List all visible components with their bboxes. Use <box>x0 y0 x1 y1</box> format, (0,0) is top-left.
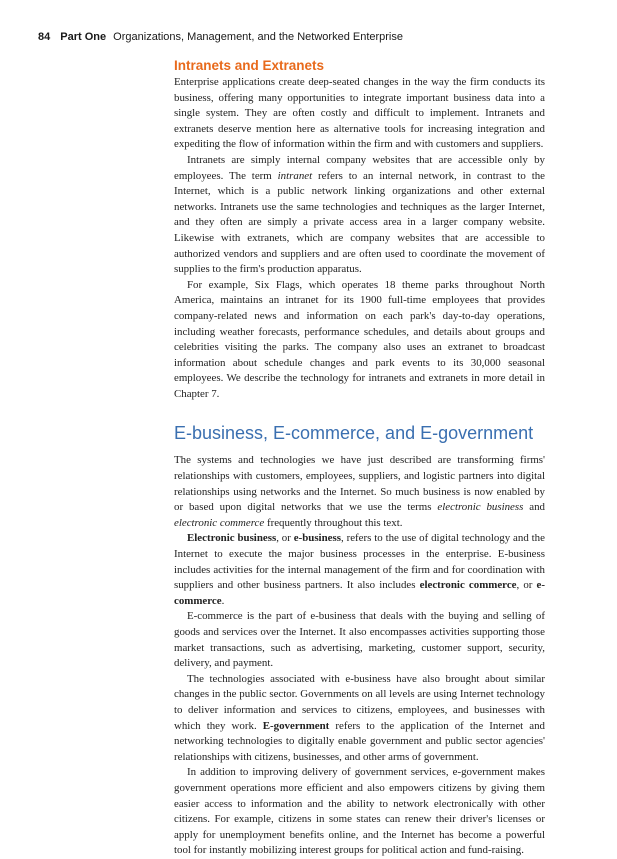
paragraph: Electronic business, or e-business, refers to the use of digital technology and the Internet to execute the major business processes in the enterprise. E-business includes activities for the internal management of the firm and for coordination with suppliers and other business partners. It also includes electronic commerce, or e-commerce. <box>174 532 545 607</box>
term-electronic-commerce: electronic commerce <box>174 516 265 529</box>
term-e-government: E-government <box>262 719 330 732</box>
term-e-business: e-business <box>293 532 341 545</box>
part-title: Organizations, Management, and the Networked Enterprise <box>113 31 403 43</box>
term-electronic-commerce-bold: electronic commerce <box>419 579 517 592</box>
paragraph: Enterprise applications create deep-seated changes in the way the firm conducts its business, offering many opportunities to integrate important business data into a single system. They are often costly and difficult to implement. Intranets and extranets deserve mention here as alternative tools for increasing integration and expediting the flow of information within the firm and with customers and suppliers. <box>174 76 545 151</box>
paragraph: E-commerce is the part of e-business that deals with the buying and selling of goods and services over the Internet. It also encompasses activities supporting those market transactions, such as advertising, marketing, customer support, security, delivery, and payment. <box>174 610 545 670</box>
term-electronic-business: electronic business <box>437 501 524 514</box>
paragraph: The systems and technologies we have just described are transforming firms' relationships with customers, employees, suppliers, and logistic partners into digital relationships using networks and the Internet. So much business is now enabled by or based upon digital networks that we use the terms electronic business and electronic commerce frequently throughout this text. <box>174 454 545 529</box>
page-number: 84 <box>38 31 51 43</box>
term-intranet: intranet <box>277 169 313 182</box>
paragraph: For example, Six Flags, which operates 18 theme parks throughout North America, maintains an intranet for its 1900 full-time employees that provides company-related news and information on each park's day-to-day operations, including weather forecasts, performance schedules, and details about groups and celebrities visiting the parks. The company also uses an extranet to broadcast information about schedule changes and park events to its 30,000 seasonal employees. We describe the technology for intranets and extranets in more detail in Chapter 7. <box>174 278 545 400</box>
part-label: Part One <box>60 31 107 43</box>
page-body <box>174 58 545 859</box>
section-heading: E-business, E-commerce, and E-government <box>174 423 534 444</box>
paragraph: The technologies associated with e-business have also brought about similar changes in the public sector. Governments on all levels are using Internet technology to deliver information and services to citizens, employees, and businesses with which they work. E-government refers to the application of the Internet and networking technologies to digitally enable government and public sector agencies' relationships with citizens, businesses, and other arms of government. <box>174 672 545 763</box>
running-head <box>38 31 558 43</box>
paragraph: In addition to improving delivery of government services, e-government makes government operations more efficient and also empowers citizens by giving them easier access to information and the ability to network electronically with other citizens. For example, citizens in some states can renew their driver's licenses or apply for unemployment benefits online, and the Internet has become a powerful tool for instantly mobilizing interest groups for political action and fund-raising. <box>174 766 545 857</box>
term-e-commerce: e-commerce <box>174 579 545 607</box>
term-electronic-business-bold: Electronic business <box>187 532 277 545</box>
paragraph: Intranets are simply internal company websites that are accessible only by employees. The term intranet refers to an internal network, in contrast to the Internet, which is a public network linking organizations and other external networks. Intranets use the same technologies and techniques as the larger Internet, and they often are simply a private access area in a larger company website. Likewise with extranets, which are company websites that are accessible to authorized vendors and suppliers and are often used to coordinate the movement of supplies to the firm's production apparatus. <box>174 153 546 276</box>
subsection-heading: Intranets and Extranets <box>174 58 325 73</box>
